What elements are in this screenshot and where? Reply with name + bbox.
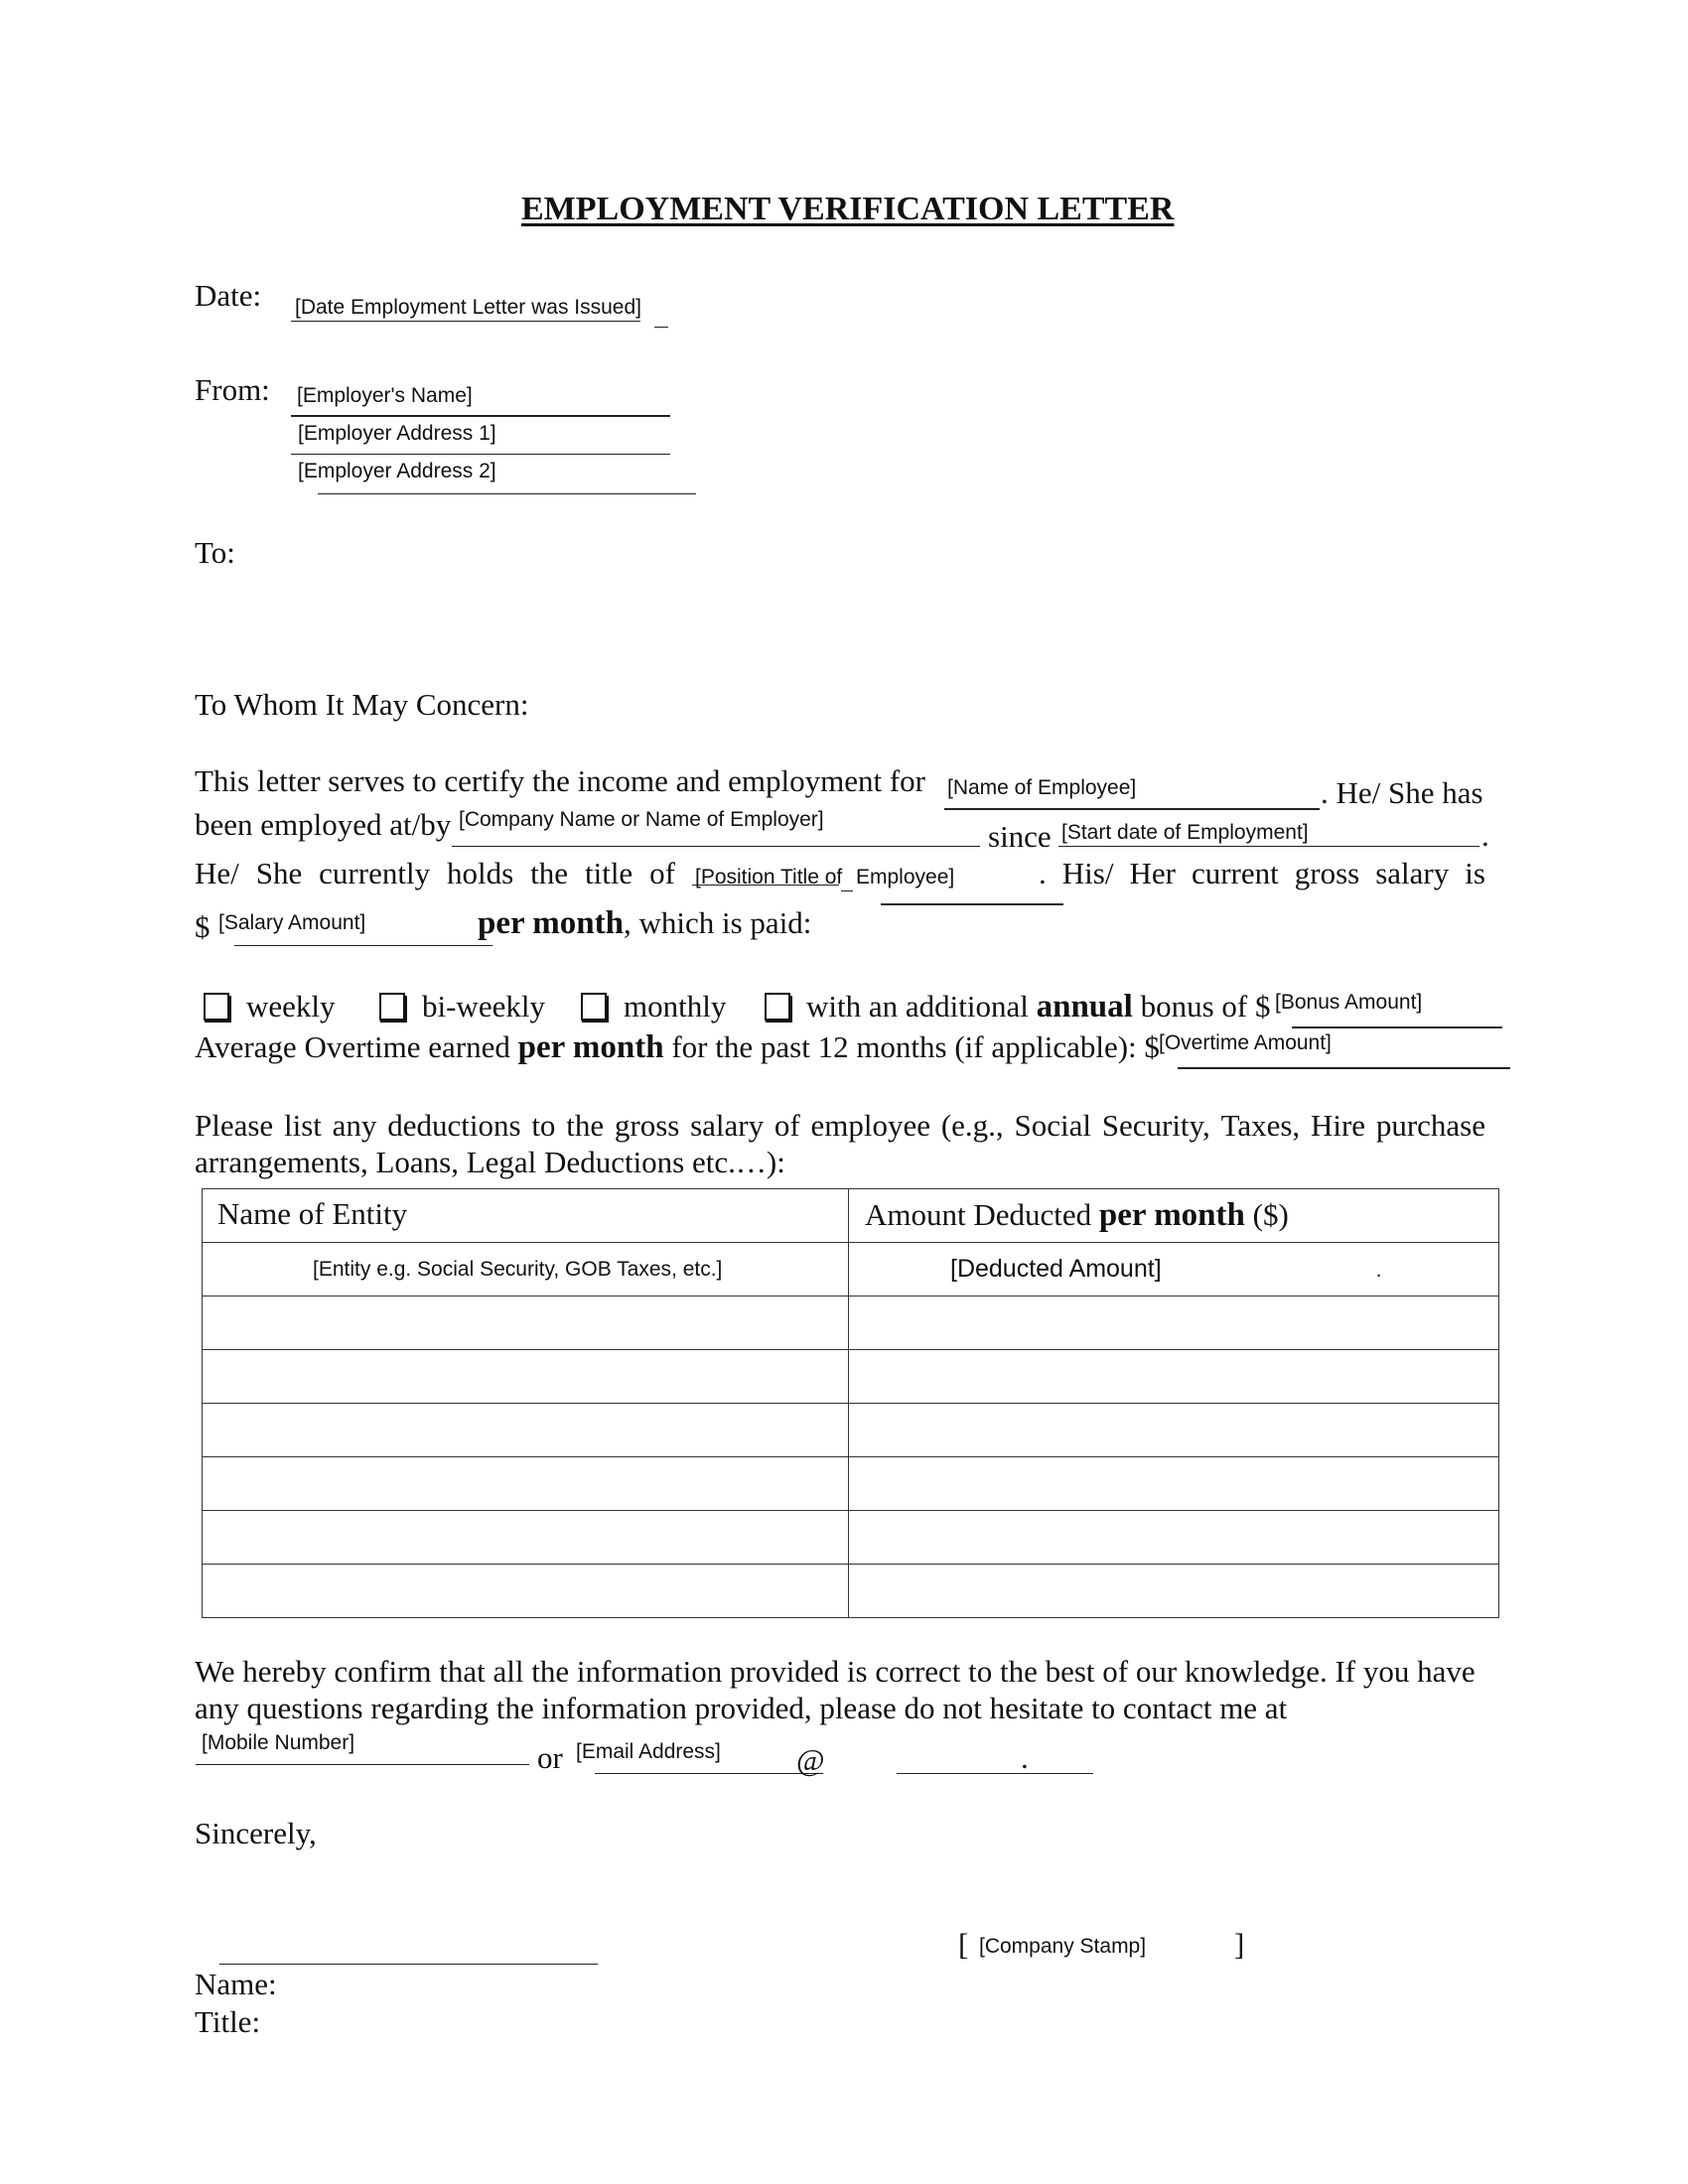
body-word: to (531, 1108, 556, 1143)
body-word: gross (1294, 856, 1360, 890)
body-word: Hire (1310, 1108, 1366, 1143)
salary-underline (234, 945, 492, 946)
entity-cell[interactable] (203, 1297, 849, 1350)
body-word: (e.g., (940, 1108, 1004, 1143)
position-underline-b (881, 903, 1063, 905)
confirm-line1: We hereby confirm that all the information provided is correct to the best of our knowledge. If you have (195, 1654, 1476, 1689)
body-word: any (332, 1108, 377, 1143)
table-row (203, 1243, 1499, 1297)
amount-dot: . (1375, 1259, 1382, 1282)
body-word: . (1039, 856, 1047, 890)
body-text: with an additional (806, 989, 1029, 1024)
body-word: salary (1375, 856, 1450, 890)
date-underline-tail (654, 327, 668, 328)
column-header-amount (849, 1189, 1499, 1243)
body-word: the (530, 856, 569, 890)
email-domain-underline (897, 1773, 1093, 1774)
amount-cell[interactable] (849, 1297, 1499, 1350)
email-field[interactable]: [Email Address] (576, 1740, 721, 1763)
position-underline-tail (841, 890, 853, 891)
table-header-row (203, 1189, 1499, 1243)
at-sign: @ (796, 1742, 825, 1777)
per-month-emphasis: per month (517, 1029, 664, 1065)
company-field[interactable]: [Company Name or Name of Employer] (459, 808, 824, 831)
body-word: Please (195, 1108, 274, 1143)
bonus-amount-field[interactable]: [Bonus Amount] (1275, 991, 1423, 1014)
entity-cell[interactable] (203, 1565, 849, 1618)
company-underline (452, 846, 980, 847)
table-row (203, 1297, 1499, 1350)
monthly-label: monthly (624, 989, 727, 1024)
table-row (203, 1457, 1499, 1511)
position-field-b[interactable]: Employee] (856, 866, 955, 888)
body-word: Taxes, (1220, 1108, 1301, 1143)
body-text: for the past 12 months (if applicable): $ (671, 1029, 1160, 1064)
body-word: currently (319, 856, 431, 890)
position-underline (692, 885, 839, 886)
body-line3-start (195, 858, 675, 888)
confirm-line2: any questions regarding the information provided, please do not hesitate to contact me at (195, 1691, 1288, 1725)
entity-cell[interactable] (203, 1511, 849, 1565)
employer-address2-underline (318, 493, 696, 494)
amount-cell[interactable] (849, 1457, 1499, 1511)
body-word: list (283, 1108, 322, 1143)
entity-cell[interactable] (203, 1457, 849, 1511)
body-text: since (988, 819, 1052, 854)
amount-cell[interactable] (849, 1350, 1499, 1404)
employer-address2-field[interactable]: [Employer Address 2] (298, 460, 496, 482)
mobile-number-underline (196, 1764, 529, 1765)
employer-name-field[interactable]: [Employer's Name] (297, 384, 473, 407)
sincerely: Sincerely, (195, 1816, 317, 1850)
title-label: Title: (195, 2004, 261, 2039)
amount-cell[interactable] (849, 1404, 1499, 1457)
body-word: current (1191, 856, 1279, 890)
employee-name-field[interactable]: [Name of Employee] (947, 776, 1137, 799)
amount-cell[interactable] (849, 1511, 1499, 1565)
body-word: title (584, 856, 633, 890)
body-text: , which is paid: (624, 905, 812, 940)
body-word: He/ (195, 856, 239, 890)
amount-cell[interactable] (849, 1243, 1499, 1297)
body-line3-end (1039, 858, 1485, 888)
overtime-amount-field[interactable]: [Overtime Amount] (1159, 1031, 1332, 1054)
stamp-bracket-open: [ (958, 1927, 969, 1962)
body-word: His/ (1061, 856, 1114, 890)
body-word: of (649, 856, 675, 890)
column-header-label: ($) (1252, 1197, 1289, 1232)
bonus-amount-underline (1292, 1026, 1502, 1028)
body-word: She (255, 856, 303, 890)
body-word: Social (1014, 1108, 1091, 1143)
amount-cell[interactable] (849, 1565, 1499, 1618)
employee-name-underline (944, 808, 1320, 810)
entity-field[interactable]: [Entity e.g. Social Security, GOB Taxes, etc.] (313, 1257, 723, 1281)
entity-cell[interactable] (203, 1404, 849, 1457)
per-month-emphasis: per month (478, 905, 624, 941)
mobile-number-field[interactable]: [Mobile Number] (202, 1731, 355, 1754)
entity-cell[interactable] (203, 1243, 849, 1297)
date-label: Date: (195, 278, 262, 313)
deducted-amount-field[interactable]: [Deducted Amount] (950, 1255, 1162, 1283)
body-text: . He/ She has (1321, 775, 1483, 810)
page-title: EMPLOYMENT VERIFICATION LETTER (521, 191, 1175, 227)
body-text: bonus of $ (1140, 989, 1271, 1024)
date-field[interactable]: [Date Employment Letter was Issued] (295, 296, 641, 319)
dollar-sign: $ (195, 909, 211, 944)
start-date-underline (1058, 846, 1479, 847)
body-text: been employed at/by (195, 807, 452, 842)
signature-line (219, 1964, 598, 1965)
table-row (203, 1565, 1499, 1618)
annual-emphasis: annual (1036, 989, 1133, 1024)
body-word: of (774, 1108, 800, 1143)
weekly-checkbox[interactable] (204, 993, 229, 1021)
employer-address1-field[interactable]: [Employer Address 1] (298, 422, 496, 445)
column-header-label: Amount Deducted (865, 1197, 1092, 1232)
body-word: deductions (387, 1108, 521, 1143)
body-text: Average Overtime earned (195, 1029, 510, 1064)
deductions-intro-line2: arrangements, Loans, Legal Deductions etc.…): (195, 1145, 785, 1179)
column-header-label: Name of Entity (217, 1196, 408, 1231)
per-month-emphasis: per month (1098, 1197, 1245, 1233)
stamp-bracket-close: ] (1234, 1927, 1245, 1962)
biweekly-label: bi-weekly (422, 989, 545, 1024)
salutation: To Whom It May Concern: (195, 687, 529, 722)
biweekly-checkbox[interactable] (379, 993, 405, 1021)
to-label: To: (195, 535, 235, 570)
body-word: Her (1129, 856, 1176, 890)
body-word: gross (614, 1108, 680, 1143)
body-word: is (1465, 856, 1485, 890)
email-dot: . (1021, 1740, 1029, 1775)
body-word: employee (810, 1108, 931, 1143)
body-word: holds (447, 856, 514, 890)
body-text: . (1481, 818, 1489, 853)
company-stamp-field[interactable]: [Company Stamp] (979, 1935, 1147, 1958)
employer-name-underline (291, 415, 670, 417)
bonus-checkbox[interactable] (765, 993, 790, 1021)
monthly-checkbox[interactable] (581, 993, 607, 1021)
deductions-intro-line1 (195, 1110, 1485, 1141)
position-field[interactable]: [Position Title of (695, 866, 843, 888)
deductions-table (202, 1188, 1499, 1618)
table-row (203, 1350, 1499, 1404)
start-date-field[interactable]: [Start date of Employment] (1061, 821, 1309, 844)
column-header-entity (203, 1189, 849, 1243)
employer-address1-underline (291, 454, 670, 455)
table-row (203, 1404, 1499, 1457)
body-word: the (566, 1108, 605, 1143)
body-word: salary (690, 1108, 765, 1143)
entity-cell[interactable] (203, 1350, 849, 1404)
from-label: From: (195, 372, 270, 407)
body-word: purchase (1375, 1108, 1485, 1143)
salary-field[interactable]: [Salary Amount] (218, 911, 366, 934)
weekly-label: weekly (246, 989, 336, 1024)
email-underline (595, 1773, 823, 1774)
date-underline (291, 321, 640, 322)
name-label: Name: (195, 1967, 277, 2001)
overtime-amount-underline (1178, 1067, 1510, 1069)
or-text: or (537, 1740, 563, 1775)
body-text: This letter serves to certify the income and employment for (195, 763, 926, 798)
body-word: Security, (1101, 1108, 1210, 1143)
table-row (203, 1511, 1499, 1565)
body-line1 (195, 765, 931, 796)
